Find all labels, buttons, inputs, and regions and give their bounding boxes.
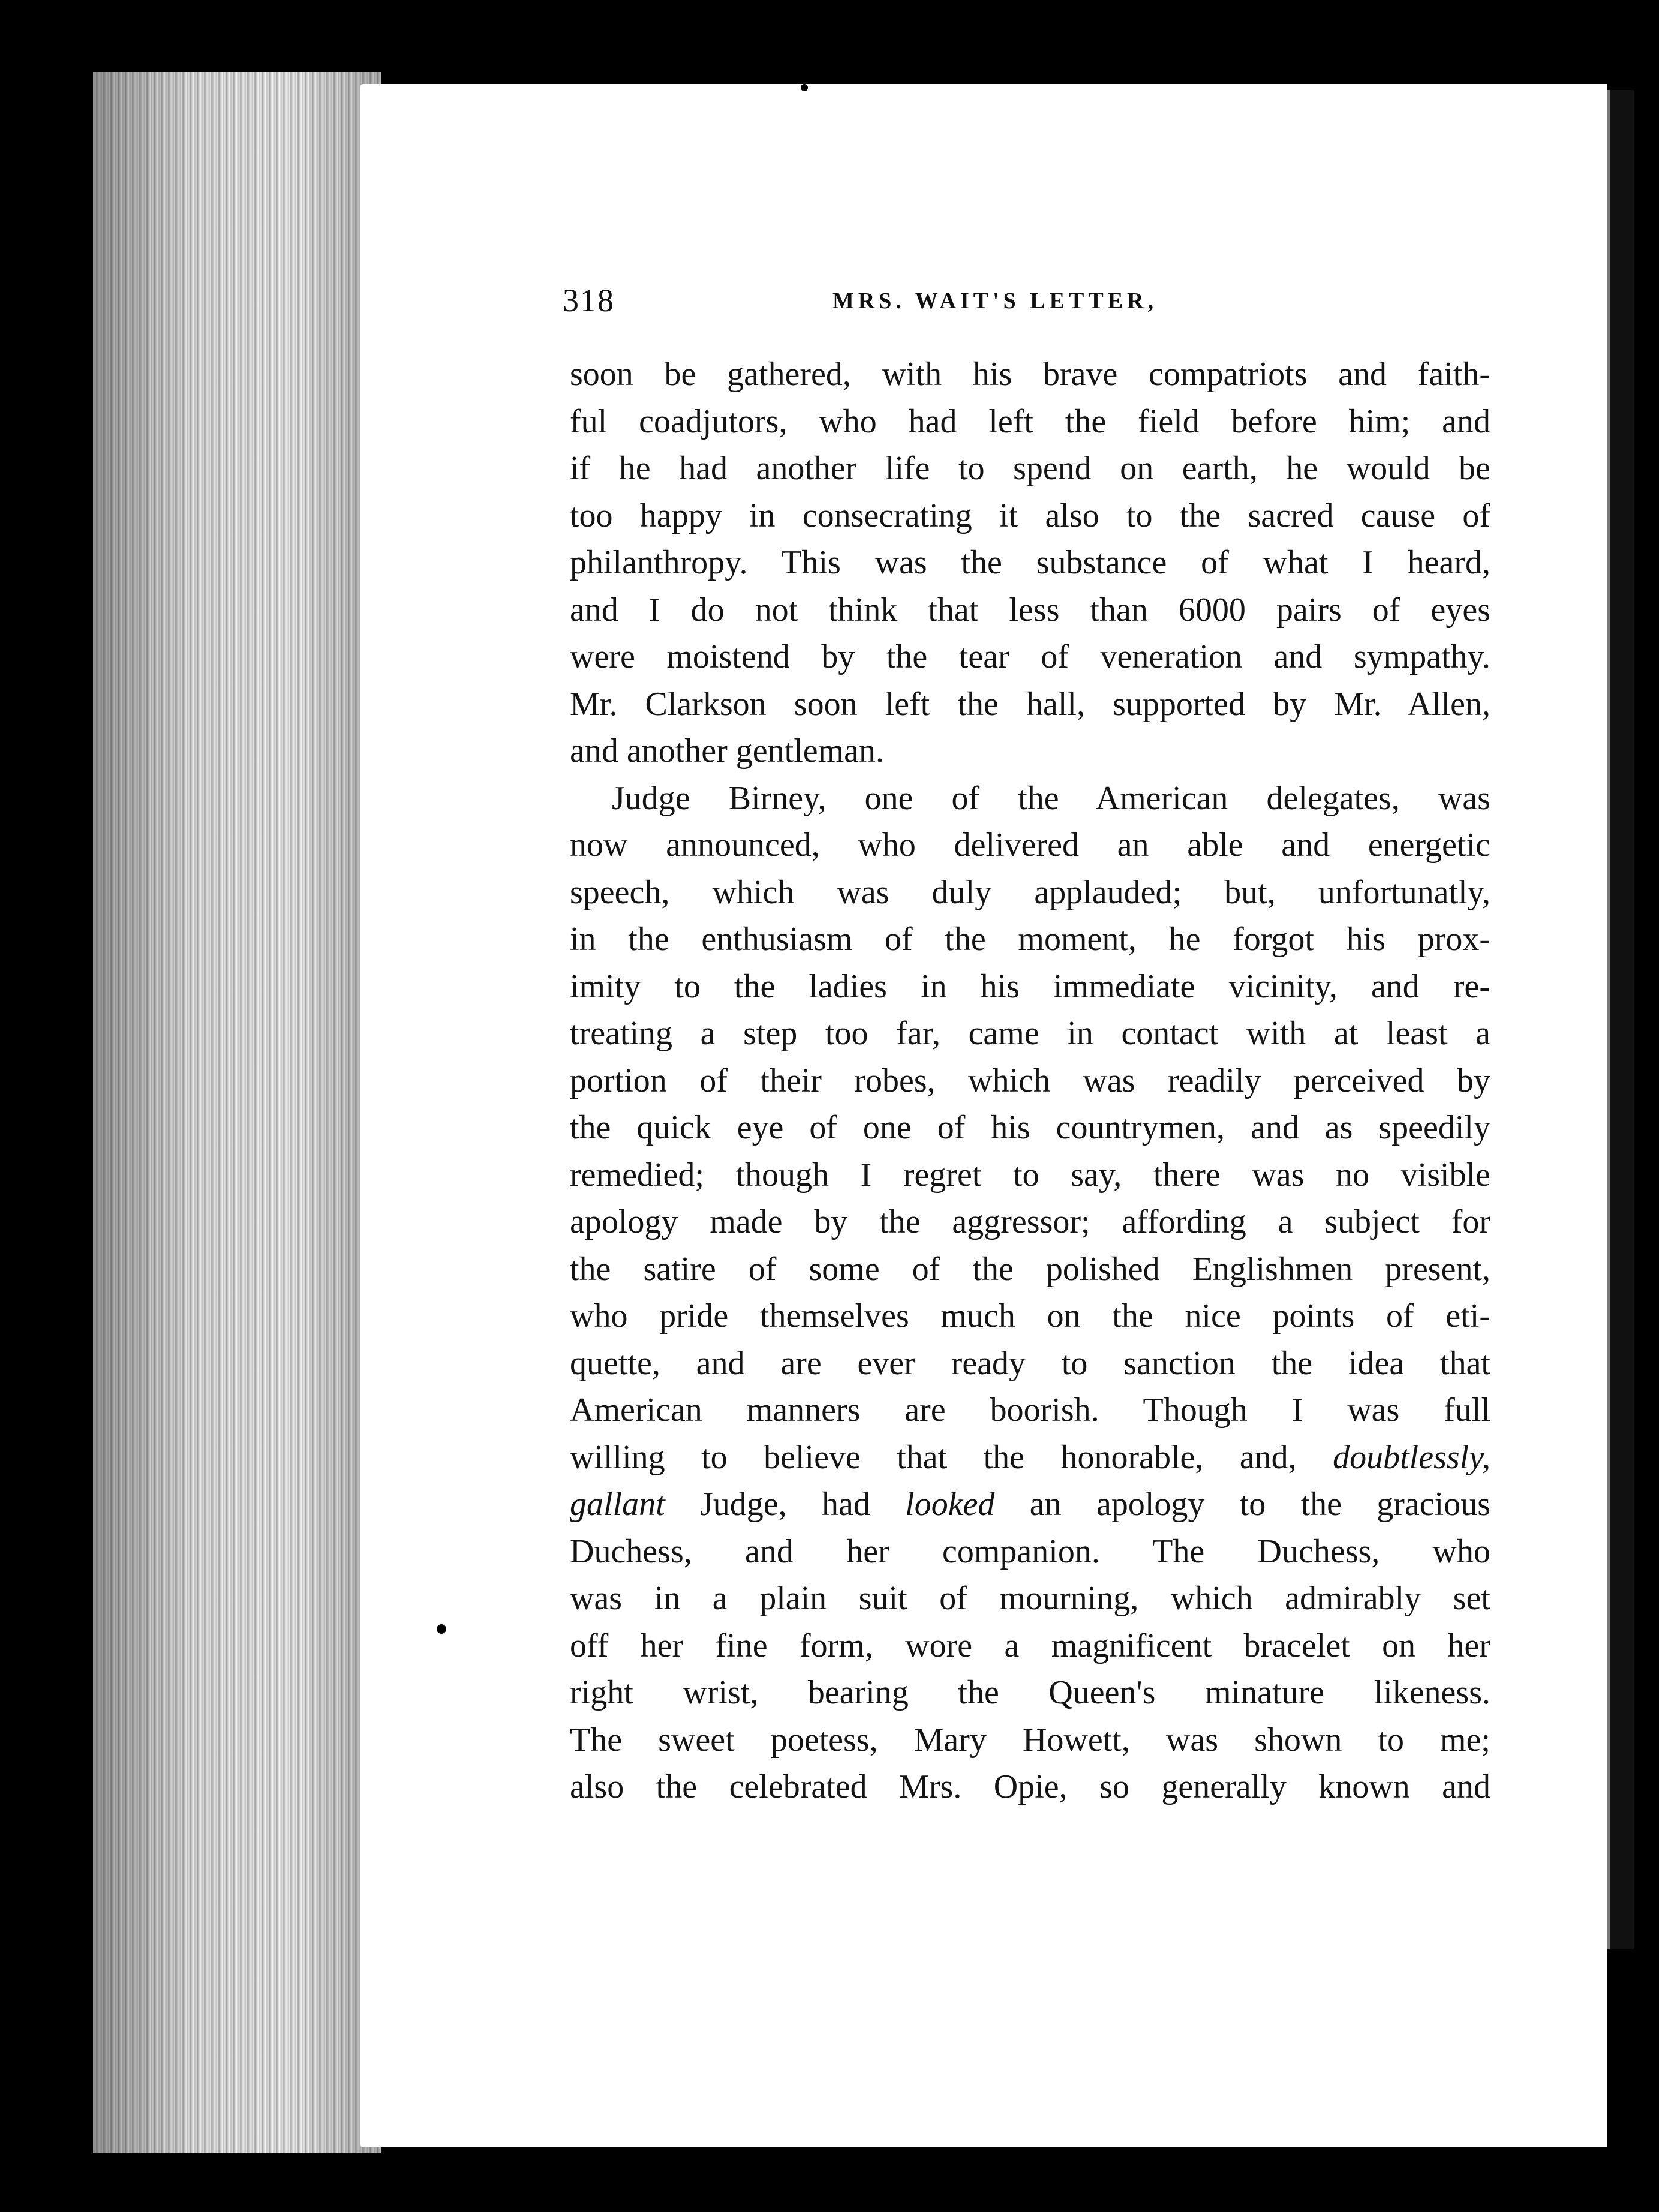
ink-speck: [437, 1624, 446, 1634]
text-line-mixed: [570, 1481, 1490, 1528]
text-line: The sweet poetess, Mary Howett, was shown to me;: [570, 1721, 1490, 1759]
facing-page-edge: [1607, 90, 1634, 1949]
text-line: portion of their robes, which was readily perceived by: [570, 1062, 1490, 1099]
text-line: right wrist, bearing the Queen's minature likeness.: [570, 1674, 1490, 1711]
text-line: the quick eye of one of his countrymen, and as speedily: [570, 1109, 1490, 1146]
text-line: soon be gathered, with his brave compatriots and faith-: [570, 356, 1490, 393]
text-line: the satire of some of the polished Englishmen present,: [570, 1250, 1490, 1288]
text-line: now announced, who delivered an able and energetic: [570, 827, 1490, 864]
text-line: also the celebrated Mrs. Opie, so generally known and: [570, 1768, 1490, 1805]
page-number: 318: [563, 282, 615, 318]
text-line: apology made by the aggressor; affording a subject for: [570, 1203, 1490, 1240]
italic-segment: gallant: [570, 1486, 665, 1523]
text-line: philanthropy. This was the substance of what I heard,: [570, 544, 1490, 581]
text-line: Duchess, and her companion. The Duchess, who: [570, 1532, 1490, 1570]
text-line: who pride themselves much on the nice points of eti-: [570, 1297, 1490, 1335]
text-line: remedied; though I regret to say, there was no visible: [570, 1156, 1490, 1194]
text-segment: willing to believe that the honorable, and,: [570, 1438, 1297, 1476]
text-line-mixed: [570, 1434, 1490, 1481]
italic-segment: looked: [905, 1486, 995, 1523]
text-line: too happy in consecrating it also to the sacred cause of: [570, 497, 1490, 534]
text-line: Mr. Clarkson soon left the hall, supported by Mr. Allen,: [570, 685, 1490, 723]
book-edge-shadow: [93, 72, 381, 2153]
italic-segment: doubtlessly,: [1333, 1438, 1491, 1476]
text-line: off her fine form, wore a magnificent bracelet on her: [570, 1627, 1490, 1664]
body-text: [570, 351, 1490, 1811]
text-line: speech, which was duly applauded; but, unfortunatly,: [570, 873, 1490, 911]
text-line: treating a step too far, came in contact with at least a: [570, 1015, 1490, 1052]
text-line: and I do not think that less than 6000 pairs of eyes: [570, 591, 1490, 629]
text-line: were moistend by the tear of veneration and sympathy.: [570, 638, 1490, 675]
running-title: MRS. WAIT'S LETTER,: [832, 288, 1158, 314]
text-line: and another gentleman.: [570, 732, 885, 770]
paragraph-start-line: Judge Birney, one of the American delegates, was: [612, 779, 1490, 817]
text-line: in the enthusiasm of the moment, he forgot his prox-: [570, 921, 1490, 958]
text-segment: an apology to the gracious: [1029, 1486, 1491, 1523]
text-line: imity to the ladies in his immediate vicinity, and re-: [570, 967, 1490, 1005]
text-line: quette, and are ever ready to sanction the idea that: [570, 1344, 1490, 1382]
text-line: American manners are boorish. Though I was full: [570, 1391, 1490, 1429]
text-line: ful coadjutors, who had left the field before him; and: [570, 402, 1490, 440]
text-segment: Judge, had: [700, 1486, 870, 1523]
text-line: if he had another life to spend on earth, he would be: [570, 450, 1490, 487]
running-head: [563, 282, 1222, 324]
ink-speck: [801, 84, 808, 91]
text-line: was in a plain suit of mourning, which admirably set: [570, 1580, 1490, 1617]
